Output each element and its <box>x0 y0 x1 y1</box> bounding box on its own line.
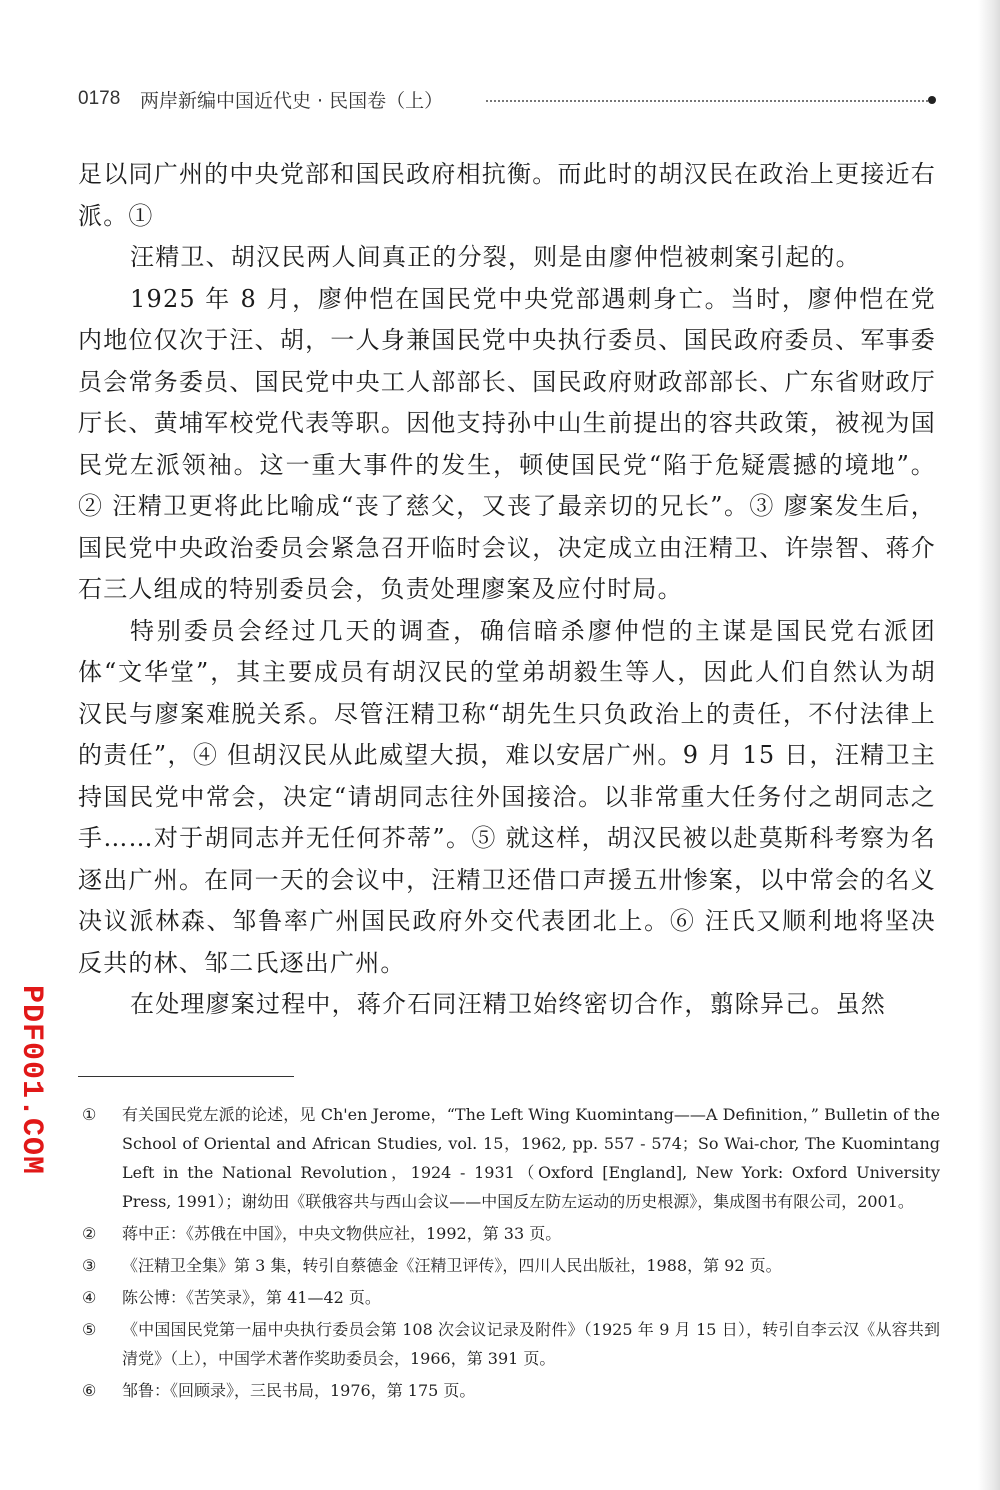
page-number: 0178 <box>78 88 121 109</box>
footnote-item <box>78 1251 940 1280</box>
footnote-item <box>78 1315 940 1373</box>
paragraph: 汪精卫、胡汉民两人间真正的分裂，则是由廖仲恺被刺案引起的。 <box>130 243 861 271</box>
footnote-mark: ② <box>82 1224 97 1243</box>
main-text <box>78 154 936 1026</box>
header-dotted-rule <box>486 100 928 102</box>
footnote-mark: ⑤ <box>82 1320 97 1339</box>
footnote-mark: ① <box>82 1105 97 1124</box>
footnote-text: 陈公博：《苦笑录》，第 41—42 页。 <box>122 1288 381 1307</box>
page-edge-shadow <box>978 0 1000 1490</box>
footnote-item <box>78 1219 940 1248</box>
paragraph: 1925 年 8 月，廖仲恺在国民党中央党部遇刺身亡。当时，廖仲恺在党内地位仅次于汪、胡，一人身兼国民党中央执行委员、国民政府委员、军事委员会常务委员、国民党中央工人部部长、国民政府财政部部长、广东省财政厅厅长、黄埔军校党代表等职。因他支持孙中山生前提出的容共政策，被视为国民党左派领袖。这一重大事件的发生，顿使国民党“陷于危疑震撼的境地”。② 汪精卫更将此比喻成“丧了慈父，又丧了最亲切的兄长”。③ 廖案发生后，国民党中央政治委员会紧急召开临时会议，决定成立由汪精卫、许崇智、蒋介石三人组成的特别委员会，负责处理廖案及应付时局。 <box>78 284 936 603</box>
footnote-mark: ⑥ <box>82 1381 97 1400</box>
footnote-mark: ③ <box>82 1256 97 1275</box>
footnote-mark: ④ <box>82 1288 97 1307</box>
watermark: PDF001.COM <box>14 985 48 1176</box>
footnotes <box>78 1100 940 1408</box>
footnote-text: 有关国民党左派的论述，见 Ch'en Jerome，“The Left Wing Kuomintang——A Definition，” Bulletin of the School of Oriental and African Studies, vol. 15，1962, pp. 557 - 574；So Wai-chor, The Kuomintang Left in the National Revolution，1924 - 1931（Oxford [England], New York: Oxford University Press, 1991）；谢幼田《联俄容共与西山会议——中国反左防左运动的历史根源》，集成图书有限公司，2001。 <box>122 1105 940 1211</box>
footnote-item <box>78 1100 940 1216</box>
header-bullet-icon <box>928 96 936 104</box>
paragraph: 在处理廖案过程中，蒋介石同汪精卫始终密切合作，翦除异己。虽然 <box>130 990 886 1018</box>
running-header <box>78 86 938 116</box>
footnote-separator <box>78 1076 294 1077</box>
footnote-item <box>78 1376 940 1405</box>
footnote-text: 蒋中正：《苏俄在中国》，中央文物供应社，1992，第 33 页。 <box>122 1224 562 1243</box>
footnote-text: 邹鲁：《回顾录》，三民书局，1976，第 175 页。 <box>122 1381 476 1400</box>
footnote-text: 《中国国民党第一届中央执行委员会第 108 次会议记录及附件》（1925 年 9 月 15 日），转引自李云汉《从容共到清党》（上），中国学术著作奖助委员会，1966，第 391 页。 <box>122 1320 940 1368</box>
paragraph: 足以同广州的中央党部和国民政府相抗衡。而此时的胡汉民在政治上更接近右派。① <box>78 160 936 230</box>
footnote-text: 《汪精卫全集》第 3 集，转引自蔡德金《汪精卫评传》，四川人民出版社，1988，第 92 页。 <box>122 1256 782 1275</box>
footnote-item <box>78 1283 940 1312</box>
book-title: 两岸新编中国近代史 · 民国卷（上） <box>140 90 444 112</box>
paragraph: 特别委员会经过几天的调查，确信暗杀廖仲恺的主谋是国民党右派团体“文华堂”，其主要成员有胡汉民的堂弟胡毅生等人，因此人们自然认为胡汉民与廖案难脱关系。尽管汪精卫称“胡先生只负政治上的责任，不付法律上的责任”，④ 但胡汉民从此威望大损，难以安居广州。9 月 15 日，汪精卫主持国民党中常会，决定“请胡同志往外国接洽。以非常重大任务付之胡同志之手……对于胡同志并无任何芥蒂”。⑤ 就这样，胡汉民被以赴莫斯科考察为名逐出广州。在同一天的会议中，汪精卫还借口声援五卅惨案，以中常会的名义决议派林森、邹鲁率广州国民政府外交代表团北上。⑥ 汪氏又顺利地将坚决反共的林、邹二氏逐出广州。 <box>78 616 936 977</box>
